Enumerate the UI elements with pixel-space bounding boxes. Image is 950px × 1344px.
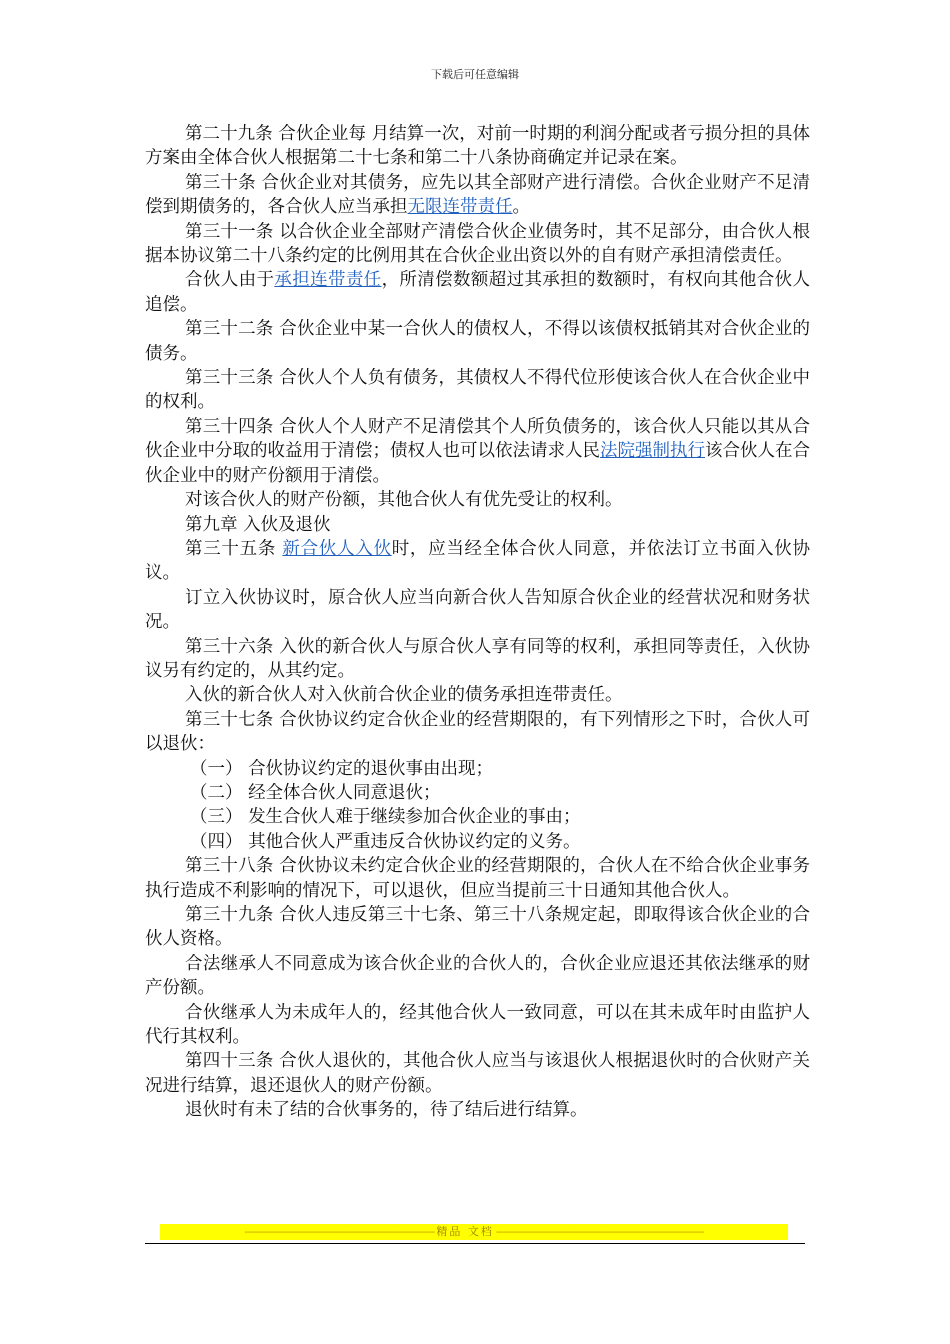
paragraph: 第二十九条 合伙企业每 月结算一次，对前一时期的利润分配或者亏损分担的具体方案由全体合伙人根据第二十七条和第二十八条协商确定并记录在案。 — [145, 124, 810, 169]
paragraph — [145, 537, 810, 586]
paragraph: 第三十八条 合伙协议未约定合伙企业的经营期限的，合伙人在不给合伙企业事务执行造成不利影响的情况下，可以退伙，但应当提前三十日通知其他合伙人。 — [145, 856, 810, 901]
paragraph: 第三十二条 合伙企业中某一合伙人的债权人，不得以该债权抵销其对合伙企业的债务。 — [145, 319, 810, 364]
paragraph: 第四十三条 合伙人退伙的，其他合伙人应当与该退伙人根据退伙时的合伙财产关况进行结算，退还退伙人的财产份额。 — [145, 1051, 810, 1096]
paragraph: 入伙的新合伙人对入伙前合伙企业的债务承担连带责任。 — [185, 685, 623, 706]
paragraph: 订立入伙协议时，原合伙人应当向新合伙人告知原合伙企业的经营状况和财务状况。 — [145, 587, 810, 633]
footer-banner — [160, 1224, 788, 1240]
footer-dashes-left: ---------------------------------------------------------------- — [244, 1225, 435, 1238]
paragraph — [145, 171, 810, 220]
paragraph — [145, 415, 810, 488]
paragraph: 合法继承人不同意成为该合伙企业的合伙人的，合伙企业应退还其依法继承的财产份额。 — [145, 953, 810, 999]
hyperlink[interactable]: 承担连带责任 — [274, 270, 382, 291]
footer-label: 精品 文档 — [436, 1225, 494, 1238]
paragraph: 对该合伙人的财产份额，其他合伙人有优先受让的权利。 — [185, 490, 623, 511]
hyperlink[interactable]: 新合伙人入伙 — [282, 538, 392, 559]
paragraph: 第三十三条 合伙人个人负有债务，其债权人不得代位形使该合伙人在合伙企业中的权利。 — [145, 368, 810, 413]
paragraph-text: ，所清偿数额超过其承担的数额时，有权向其他合伙人追偿。 — [145, 270, 811, 315]
footer-rule — [145, 1243, 805, 1244]
page-header: 下载后可任意编辑 — [431, 68, 519, 81]
paragraph: 第三十七条 合伙协议约定合伙企业的经营期限的，有下列情形之下时，合伙人可以退伙： — [145, 709, 810, 755]
paragraph-text: 第三十四条 合伙人个人财产不足清偿其个人所负债务的，该合伙人只能以其从合伙企业中分取的收益用于清偿；债权人也可以依法请求人民 — [145, 416, 810, 462]
paragraph-text: 合伙人由于 — [185, 270, 275, 291]
paragraph-text: 该合伙人在合伙企业中的财产份额用于清偿。 — [145, 441, 810, 486]
paragraph: 第三十一条 以合伙企业全部财产清偿合伙企业债务时，其不足部分，由合伙人根据本协议第二十八条约定的比例用其在合伙企业出资以外的自有财产承担清偿责任。 — [145, 221, 810, 267]
paragraph: 合伙继承人为未成年人的，经其他合伙人一致同意，可以在其未成年时由监护人代行其权利。 — [145, 1002, 810, 1048]
list-item: （二） 经全体合伙人同意退伙； — [190, 782, 441, 803]
paragraph-text: 时，应当经全体合伙人同意，并依法订立书面入伙协议。 — [145, 538, 810, 584]
hyperlink[interactable]: 法院强制执行 — [600, 441, 705, 462]
document-body — [145, 122, 810, 1123]
list-item: （三） 发生合伙人难于继续参加合伙企业的事由； — [190, 807, 581, 828]
paragraph-text: 第三十条 合伙企业对其债务，应先以其全部财产进行清偿。合伙企业财产不足清偿到期债务的，各合伙人应当承担 — [145, 172, 810, 218]
paragraph: 第三十九条 合伙人违反第三十七条、第三十八条规定起，即取得该合伙企业的合伙人资格。 — [145, 905, 810, 950]
paragraph: 第三十六条 入伙的新合伙人与原合伙人享有同等的权利，承担同等责任，入伙协议另有约定的，从其约定。 — [145, 636, 810, 681]
list-item: （一） 合伙协议约定的退伙事由出现； — [190, 758, 494, 779]
paragraph — [145, 268, 810, 317]
paragraph: 退伙时有未了结的合伙事务的，待了结后进行结算。 — [185, 1100, 588, 1121]
paragraph-text: 第三十五条 — [185, 538, 283, 559]
paragraph: 第九章 入伙及退伙 — [185, 514, 331, 535]
footer-dashes-right: ---------------------------------------------------------------------- — [495, 1225, 704, 1238]
paragraph-text: 。 — [512, 197, 530, 218]
list-item: （四） 其他合伙人严重违反合伙协议约定的义务。 — [190, 831, 581, 852]
hyperlink[interactable]: 无限连带责任 — [407, 197, 513, 218]
